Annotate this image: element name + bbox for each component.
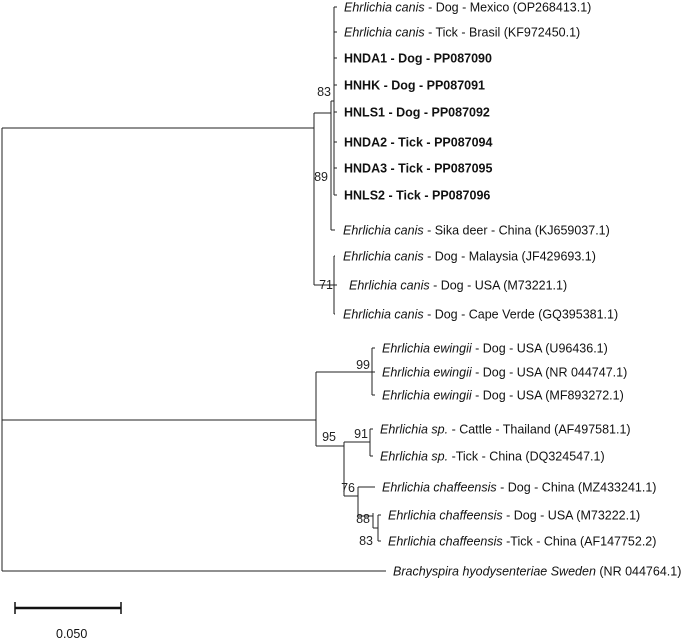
leaf-detail-t7: HNDA3 - Tick - PP087095 [344, 161, 493, 176]
leaf-species-t18: Ehrlichia chaffeensis [382, 480, 497, 495]
leaf-species-t12: Ehrlichia canis [343, 307, 424, 322]
bootstrap-value-n76: 76 [341, 481, 355, 495]
bootstrap-value-n83a: 83 [317, 85, 331, 99]
leaf-detail-t10: - Dog - Malaysia (JF429693.1) [423, 249, 596, 264]
leaf-label-t2 [344, 26, 580, 40]
leaf-label-t5 [344, 106, 490, 120]
leaf-species-t16: Ehrlichia sp. [380, 422, 449, 437]
leaf-label-t3 [344, 52, 492, 66]
leaf-species-t17: Ehrlichia sp. [380, 449, 449, 464]
leaf-species-t9: Ehrlichia canis [343, 223, 424, 238]
leaf-label-t17 [380, 450, 605, 464]
leaf-detail-t8: HNLS2 - Tick - PP087096 [344, 188, 491, 203]
leaf-label-t7 [344, 162, 492, 176]
leaf-label-t19 [388, 509, 640, 523]
leaf-species-t13: Ehrlichia ewingii [382, 341, 472, 356]
bootstrap-value-n91: 91 [354, 427, 368, 441]
leaf-species-t1: Ehrlichia canis [344, 0, 425, 15]
leaf-label-t20 [388, 535, 656, 549]
scale-bar [15, 602, 121, 641]
leaf-detail-t13: - Dog - USA (U96436.1) [471, 341, 608, 356]
leaf-label-t4 [344, 79, 485, 93]
leaf-label-t12 [343, 308, 618, 322]
leaf-label-t9 [343, 224, 610, 238]
bootstrap-value-n95: 95 [322, 430, 336, 444]
leaf-label-t21 [393, 565, 681, 579]
leaf-detail-t16: - Cattle - Thailand (AF497581.1) [448, 422, 631, 437]
leaf-detail-t9: - Sika deer - China (KJ659037.1) [423, 223, 610, 238]
leaf-species-t21: Brachyspira hyodysenteriae Sweden [393, 564, 596, 579]
leaf-label-t16 [380, 423, 631, 437]
leaf-label-t18 [382, 481, 656, 495]
leaf-detail-t1: - Dog - Mexico (OP268413.1) [424, 0, 592, 15]
leaf-species-t11: Ehrlichia canis [349, 278, 430, 293]
leaf-label-t11 [349, 279, 567, 293]
leaf-detail-t17: -Tick - China (DQ324547.1) [448, 449, 605, 464]
leaf-species-t20: Ehrlichia chaffeensis [388, 534, 503, 549]
leaf-label-t13 [382, 342, 608, 356]
leaf-detail-t18: - Dog - China (MZ433241.1) [496, 480, 657, 495]
leaf-detail-t19: - Dog - USA (M73222.1) [502, 508, 641, 523]
leaf-detail-t11: - Dog - USA (M73221.1) [429, 278, 568, 293]
leaf-species-t2: Ehrlichia canis [344, 25, 425, 40]
bootstrap-value-n71: 71 [319, 278, 333, 292]
leaf-detail-t4: HNHK - Dog - PP087091 [344, 78, 486, 93]
bootstrap-value-n89: 89 [314, 170, 328, 184]
bootstrap-value-n99: 99 [356, 358, 370, 372]
leaf-label-t10 [343, 250, 596, 264]
bootstrap-value-n88: 88 [356, 512, 370, 526]
leaf-detail-t5: HNLS1 - Dog - PP087092 [344, 105, 490, 120]
leaf-detail-t2: - Tick - Brasil (KF972450.1) [424, 25, 581, 40]
scale-bar-label: 0.050 [56, 627, 88, 641]
leaf-detail-t3: HNDA1 - Dog - PP087090 [344, 51, 492, 66]
leaf-detail-t15: - Dog - USA (MF893272.1) [471, 388, 624, 403]
leaf-label-t1 [344, 1, 591, 15]
leaf-species-t10: Ehrlichia canis [343, 249, 424, 264]
leaf-detail-t12: - Dog - Cape Verde (GQ395381.1) [423, 307, 619, 322]
leaf-label-t15 [382, 389, 624, 403]
leaf-label-t14 [382, 366, 627, 380]
leaf-detail-t21: (NR 044764.1) [595, 564, 682, 579]
leaf-species-t15: Ehrlichia ewingii [382, 388, 472, 403]
leaf-detail-t6: HNDA2 - Tick - PP087094 [344, 135, 493, 150]
leaf-detail-t14: - Dog - USA (NR 044747.1) [471, 365, 628, 380]
leaf-detail-t20: -Tick - China (AF147752.2) [502, 534, 657, 549]
bootstrap-value-n83b: 83 [359, 534, 373, 548]
leaf-species-t14: Ehrlichia ewingii [382, 365, 472, 380]
leaf-label-t6 [344, 136, 492, 150]
leaf-species-t19: Ehrlichia chaffeensis [388, 508, 503, 523]
leaf-label-t8 [344, 189, 490, 203]
